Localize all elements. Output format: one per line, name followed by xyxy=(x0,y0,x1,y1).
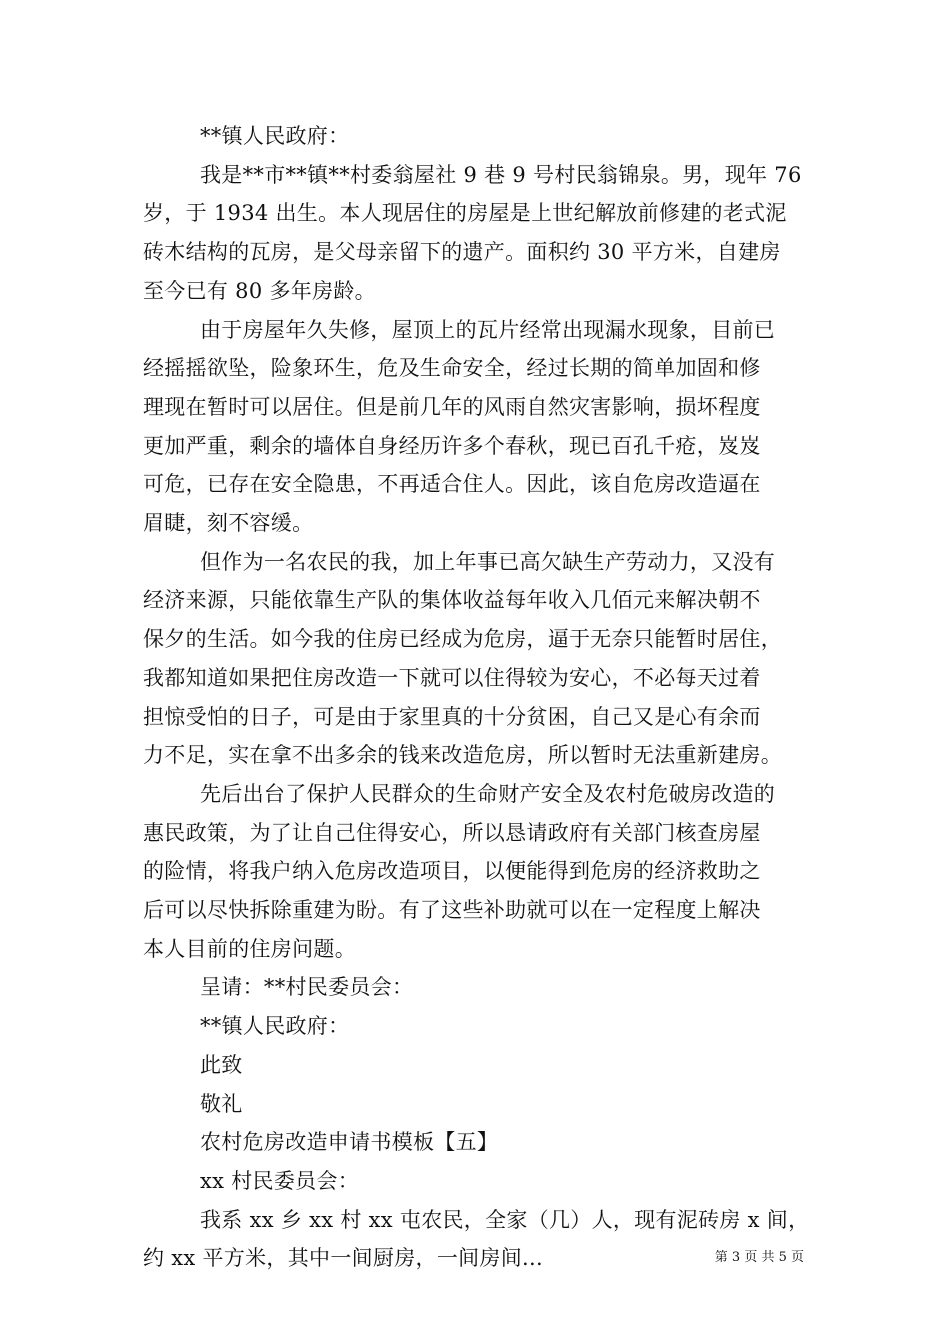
text-line: 担惊受怕的日子，可是由于家里真的十分贫困，自己又是心有余而 xyxy=(143,704,761,729)
text-line: 此致 xyxy=(200,1052,243,1077)
text-line: 经摇摇欲坠，险象环生，危及生命安全，经过长期的简单加固和修 xyxy=(143,356,761,381)
text-line: 力不足，实在拿不出多余的钱来改造危房，所以暂时无法重新建房。 xyxy=(143,743,782,768)
text-line: 我系 xx 乡 xx 村 xx 屯农民，全家（几）人，现有泥砖房 x 间， xyxy=(200,1207,810,1232)
text-line: 理现在暂时可以居住。但是前几年的风雨自然灾害影响，损坏程度 xyxy=(143,394,761,419)
text-line: 可危，已存在安全隐患，不再适合住人。因此，该自危房改造逼在 xyxy=(143,472,761,497)
text-line: 我是**市**镇**村委翁屋社 9 巷 9 号村民翁锦泉。男，现年 76 xyxy=(200,162,802,187)
text-line: 岁，于 1934 出生。本人现居住的房屋是上世纪解放前修建的老式泥 xyxy=(143,201,787,226)
section-heading: 农村危房改造申请书模板【五】 xyxy=(200,1130,499,1155)
text-line: 惠民政策，为了让自己住得安心，所以恳请政府有关部门核查房屋 xyxy=(143,820,761,845)
text-line: **镇人民政府： xyxy=(200,1014,350,1039)
text-line: 本人目前的住房问题。 xyxy=(143,936,356,961)
text-line: 后可以尽快拆除重建为盼。有了这些补助就可以在一定程度上解决 xyxy=(143,898,761,923)
text-line: 保夕的生活。如今我的住房已经成为危房，逼于无奈只能暂时居住， xyxy=(143,627,782,652)
text-line: 的险情，将我户纳入危房改造项目，以便能得到危房的经济救助之 xyxy=(143,859,761,884)
text-line: 眉睫，刻不容缓。 xyxy=(143,511,314,536)
page-number: 第 3 页 共 5 页 xyxy=(714,1250,804,1265)
text-line: 敬礼 xyxy=(200,1091,243,1116)
text-line: xx 村民委员会： xyxy=(200,1168,360,1193)
text-line: 我都知道如果把住房改造一下就可以住得较为安心，不必每天过着 xyxy=(143,665,761,690)
text-line: 至今已有 80 多年房龄。 xyxy=(143,278,376,303)
text-line: 先后出台了保护人民群众的生命财产安全及农村危破房改造的 xyxy=(200,781,776,806)
text-line: 呈请：**村民委员会： xyxy=(200,975,414,1000)
text-line: **镇人民政府： xyxy=(200,124,350,148)
text-line: 约 xx 平方米，其中一间厨房，一间房间... xyxy=(143,1246,543,1271)
text-line: 但作为一名农民的我，加上年事已高欠缺生产劳动力，又没有 xyxy=(200,549,776,574)
text-line: 经济来源，只能依靠生产队的集体收益每年收入几佰元来解决朝不 xyxy=(143,588,761,613)
document-body xyxy=(143,117,823,1278)
text-line: 砖木结构的瓦房，是父母亲留下的遗产。面积约 30 平方米，自建房 xyxy=(143,240,781,265)
text-line: 更加严重，剩余的墙体自身经历许多个春秋，现已百孔千疮，岌岌 xyxy=(143,433,761,458)
text-line: 由于房屋年久失修，屋顶上的瓦片经常出现漏水现象，目前已 xyxy=(200,317,776,342)
